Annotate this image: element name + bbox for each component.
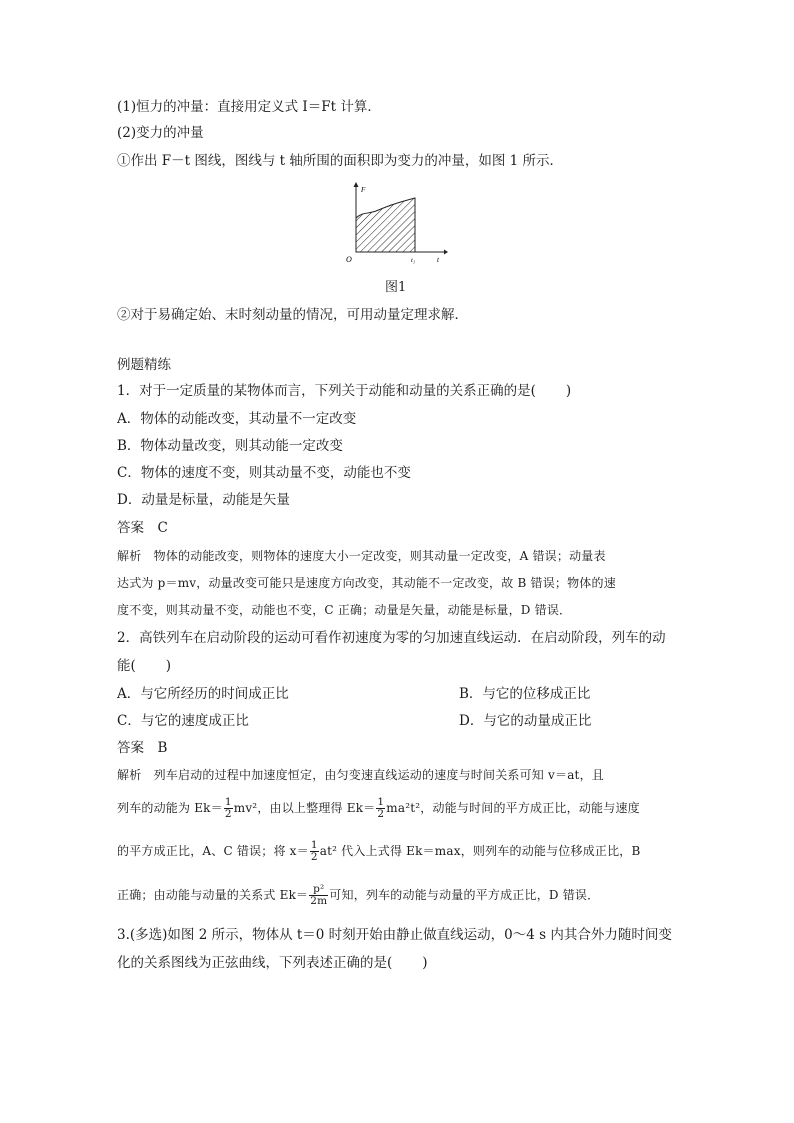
question-1-option-d: D．动量是标量，动能是矢量 <box>117 492 290 508</box>
y-axis-label: F <box>361 186 366 194</box>
shaded-impulse-area <box>356 198 415 252</box>
question-2-options-row-2 <box>117 711 687 731</box>
x-axis-label: t <box>437 255 440 264</box>
explanation-2-line-3-part-b: at² 代入上式得 Ek＝max，则列车的动能与位移成正比，B <box>319 844 641 858</box>
question-2-option-d: D．与它的动量成正比 <box>459 713 592 729</box>
explanation-2-line-4 <box>117 884 687 907</box>
question-2-options-row-1 <box>117 684 687 704</box>
question-2-text: 能( <box>117 658 136 674</box>
fraction-numerator: 1 <box>377 796 385 808</box>
fraction-p-squared-over-2m <box>309 884 328 907</box>
fraction-denominator: 2 <box>377 808 385 820</box>
question-2-paren-close: ) <box>165 658 172 674</box>
fraction-one-half <box>224 797 233 820</box>
question-1-text: 1．对于一定质量的某物体而言，下列关于动能和动量的关系正确的是( <box>117 383 536 399</box>
y-axis-arrow <box>354 182 359 187</box>
explanation-2-line-4-part-b: 可知，列车的动能与动量的平方成正比，D 错误． <box>329 888 600 902</box>
question-2-stem-line-2 <box>117 656 687 676</box>
explanation-2-line-4-part-a: 正确；由动能与动量的关系式 Ek＝ <box>117 888 309 902</box>
text-line-ft-graph: ①作出 F－t 图线，图线与 t 轴所围的面积即为变力的冲量，如图 1 所示． <box>117 153 564 169</box>
explanation-2-line-2-part-a: 列车的动能为 Ek＝ <box>117 801 223 815</box>
section-title: 例题精练 <box>117 357 171 373</box>
explanation-1-line-1: 解析 物体的动能改变，则物体的速度大小一定改变，则其动量一定改变，A 错误；动量表 <box>117 549 606 563</box>
text-line-momentum-theorem: ②对于易确定始、末时刻动量的情况，可用动量定理求解． <box>117 307 468 323</box>
fraction-one-half <box>310 840 319 863</box>
t1-label: t₁ <box>411 257 416 264</box>
question-3-text: 化的关系图线为正弦曲线，下列表述正确的是( <box>117 955 393 971</box>
question-2-option-c: C．与它的速度成正比 <box>117 713 249 729</box>
fraction-denominator: 2 <box>310 851 318 863</box>
text-line-constant-force: (1)恒力的冲量：直接用定义式 I＝Ft 计算． <box>117 99 381 115</box>
question-3-stem-line-2 <box>117 953 687 973</box>
explanation-2-line-2 <box>117 797 687 820</box>
question-1-paren-close: ) <box>565 383 572 399</box>
answer-1: 答案 C <box>117 520 168 536</box>
fraction-denominator: 2 <box>224 808 232 820</box>
explanation-2-line-1: 解析 列车启动的过程中加速度恒定，由匀变速直线运动的速度与时间关系可知 v＝at，且 <box>117 768 604 782</box>
question-1-option-c: C．物体的速度不变，则其动量不变，动能也不变 <box>117 465 411 481</box>
explanation-2-line-2-part-c: ma²t²，动能与时间的平方成正比，动能与速度 <box>386 801 640 815</box>
explanation-1-line-2: 达式为 p＝mv，动量改变可能只是速度方向改变，其动能不一定改变，故 B 错误；物体的速 <box>117 576 616 590</box>
fraction-one-half <box>376 797 385 820</box>
explanation-2-line-3-part-a: 的平方成正比，A、C 错误；将 x＝ <box>117 844 309 858</box>
fraction-numerator: 1 <box>224 796 232 808</box>
question-1-option-b: B．物体动量改变，则其动能一定改变 <box>117 438 343 454</box>
question-3-stem-line-1: 3.(多选)如图 2 所示，物体从 t＝0 时刻开始由静止做直线运动，0～4 s 内其合外力随时间变 <box>117 927 672 943</box>
question-2-stem-line-1: 2．高铁列车在启动阶段的运动可看作初速度为零的匀加速直线运动．在启动阶段，列车的动 <box>117 630 666 646</box>
x-axis-arrow <box>444 250 448 255</box>
figure-1-ft-graph <box>340 180 450 270</box>
fraction-denominator: 2m <box>310 895 328 907</box>
explanation-2-line-3 <box>117 840 687 863</box>
question-1-option-a: A．物体的动能改变，其动量不一定改变 <box>117 411 357 427</box>
question-2-option-a: A．与它所经历的时间成正比 <box>117 686 289 702</box>
question-2-option-b: B．与它的位移成正比 <box>459 686 591 702</box>
fraction-numerator: p² <box>309 884 328 896</box>
fraction-numerator: 1 <box>310 839 318 851</box>
question-3-paren-close: ) <box>422 955 428 971</box>
explanation-1-line-3: 度不变，则其动量不变，动能也不变，C 正确；动量是矢量，动能是标量，D 错误． <box>117 603 572 617</box>
figure-1-caption: 图1 <box>385 280 407 295</box>
answer-2: 答案 B <box>117 740 168 756</box>
question-1-stem <box>117 381 687 401</box>
text-line-variable-force: (2)变力的冲量 <box>117 125 204 141</box>
explanation-2-line-2-part-b: mv²，由以上整理得 Ek＝ <box>233 801 376 815</box>
origin-label: O <box>346 255 352 264</box>
